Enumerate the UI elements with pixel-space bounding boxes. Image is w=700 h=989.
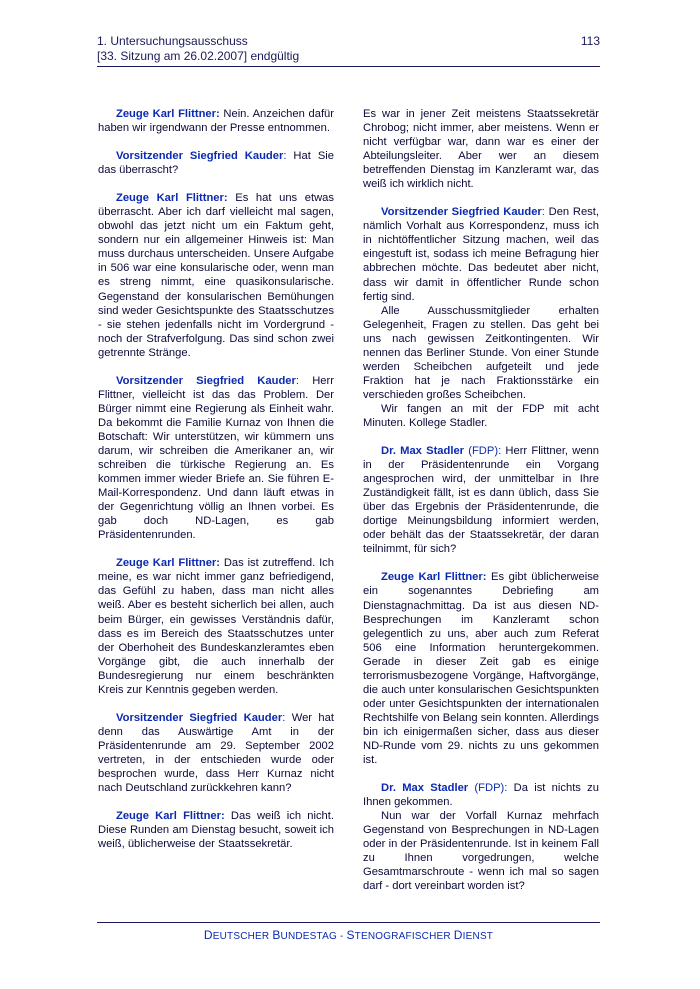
speaker-name: Zeuge Karl Flittner:	[116, 108, 220, 120]
paragraph	[363, 205, 599, 303]
paragraph	[363, 781, 599, 809]
speaker-name: Vorsitzender Siegfried Kauder	[116, 150, 284, 163]
header-divider	[97, 66, 600, 67]
speaker-suffix: :	[282, 711, 286, 724]
paragraph	[363, 402, 599, 430]
paragraph-text: Wir fangen an mit der FDP mit acht Minuten. Kollege Stadler.	[363, 402, 599, 429]
footer-initial: B	[272, 928, 281, 942]
paragraph	[363, 444, 599, 556]
speaker-name: Zeuge Karl Flittner:	[116, 810, 225, 823]
committee-title: 1. Untersuchungsausschuss	[97, 34, 248, 48]
speaker-name: Vorsitzender Siegfried Kauder	[381, 206, 542, 219]
paragraph-text: Alle Ausschussmitglieder erhalten Gelegenheit, Fragen zu stellen. Das geht bei uns nach gewissen Zeitkontingenten. Wir nennen das Berliner Stunde. Von einer Stunde werden Scheibchen aufgeteilt und jede Fraktion hat je nach Fraktionsstärke ein verschieden großes Scheibchen.	[363, 304, 599, 401]
speaker-name: Dr. Max Stadler	[381, 445, 465, 458]
speaker-name: Vorsitzender Siegfried Kauder	[116, 711, 283, 724]
page-number: 113	[580, 34, 600, 48]
speaker-suffix: :	[295, 374, 299, 387]
speaker-suffix: :	[541, 206, 545, 219]
footer-initial: S	[346, 928, 355, 942]
paragraph-text: Das weiß ich nicht. Diese Runden am Dienstag besucht, soweit ich weiß, üblicherweise der Staatssekretär.	[98, 810, 334, 851]
paragraph	[98, 809, 334, 851]
footer-divider	[97, 922, 600, 923]
speaker-name: Zeuge Karl Flittner:	[381, 571, 487, 584]
speaker-suffix: (FDP):	[468, 782, 508, 795]
page-header	[97, 34, 600, 64]
speaker-suffix: (FDP):	[464, 445, 502, 458]
paragraph-text: Es gibt üblicherweise ein sogenanntes Debriefing am Dienstagnachmittag. Da ist aus diesen ND-Besprechungen im Kanzleramt schon gelegentlich zu uns, aber auch zum Referat 506 eine Information heruntergekommen. Gerade in dieser Zeit gab es einige terrorismusbezogene Vorgänge, Haftvorgänge, die auch unter konsularischen Gesichtspunkten oder unter Gesichtspunkten der internationalen Rechtshilfe von Belang sein konnten. Allerdings bin ich einigermaßen sicher, dass aus dieser ND-Runde vom 29. nichts zu uns gekommen ist.	[363, 571, 600, 767]
right-column	[363, 107, 599, 893]
footer-word: TENOGRAFISCHER	[354, 931, 454, 942]
paragraph-text: Nun war der Vorfall Kurnaz mehrfach Gegenstand von Besprechungen in ND-Lagen oder in der Präsidentenrunde. Ist in keinem Fall zu Ihnen vorgedrungen, welche Gesamtmarschroute - wenn ich mal so sagen darf - dort vereinbart worden ist?	[363, 810, 599, 893]
paragraph	[98, 149, 334, 177]
paragraph-text: Es hat uns etwas überrascht. Aber ich darf vielleicht mal sagen, obwohl das jetzt nicht um ein Faktum geht, sondern nur ein allgemeiner Hinweis ist: Man muss durchaus unterscheiden. Unsere Aufgabe in 506 war eine konsularische oder, wenn man es streng nimmt, eine quasikonsularische. Gegenstand der konsularischen Bemühungen sind weder Gesichtspunkte des Staatsschutzes - sie stehen jedenfalls nicht im Vordergrund - noch der Strafverfolgung. Das sind schon zwei getrennte Stränge.	[98, 192, 334, 359]
paragraph	[98, 107, 334, 135]
paragraph	[363, 107, 599, 191]
paragraph	[98, 374, 334, 543]
left-column	[98, 107, 334, 851]
paragraph-text: Wer hat denn das Auswärtige Amt in der Präsidentenrunde am 29. September 2002 vertreten, in der entschieden wurde oder besprochen wurde, dass Herr Kurnaz nicht nach Deutschland zurückkehren kann?	[98, 711, 334, 795]
paragraph	[363, 809, 599, 893]
paragraph	[98, 191, 334, 360]
paragraph-text: Hat Sie das überrascht?	[98, 150, 334, 177]
footer-initial: D	[453, 928, 463, 942]
page-footer	[97, 928, 600, 942]
speaker-name: Vorsitzender Siegfried Kauder	[116, 374, 296, 387]
paragraph-text: Den Rest, nämlich Vorhalt aus Korrespondenz, muss ich in nichtöffentlicher Sitzung machen, weil das eingestuft ist, sodass ich meine Befragung hier abbrechen möchte. Das bedeutet aber nicht, dass wir damit in öffentlicher Runde schon fertig sind.	[363, 206, 599, 303]
footer-word: UNDESTAG -	[280, 931, 347, 942]
session-title: [33. Sitzung am 26.02.2007] endgültig	[97, 49, 300, 63]
paragraph-text: Das ist zutreffend. Ich meine, es war nicht immer ganz befriedigend, das Gefühl zu haben, dass man nicht alles weiß. Aber es besteht sicherlich bei allen, auch beim Bürger, ein gewisses Verständnis dafür, dass es im Bereich des Staatsschutzes unter der Oberhoheit des Bundeskanzleramtes eben Vorgänge gibt, die auch innerhalb der Bundesregierung nur einem beschränkten Kreis zur Kenntnis gegeben werden.	[98, 557, 335, 696]
speaker-name: Dr. Max Stadler	[381, 782, 469, 795]
paragraph-text: Herr Flittner, wenn in der Präsidentenrunde ein Vorgang angesprochen wird, der unmittelbar in Ihre Zuständigkeit fällt, ist es dann üblich, dass Sie über das Ergebnis der Präsidentenrunde, die dortige Meinungsbildung informiert werden, oder behält das der Staatssekretär, der daran teilnimmt, für sich?	[363, 445, 599, 556]
speaker-name: Zeuge Karl Flittner:	[116, 192, 228, 205]
footer-word: IENST	[462, 931, 494, 942]
paragraph-text: Da ist nichts zu Ihnen gekommen.	[363, 782, 599, 809]
paragraph	[98, 711, 334, 795]
paragraph	[363, 304, 599, 402]
speaker-name: Zeuge Karl Flittner:	[116, 557, 221, 570]
paragraph-text: Herr Flittner, vielleicht ist das das Problem. Der Bürger nimmt eine Regierung als Einheit wahr. Da bekommt die Familie Kurnaz von Ihnen die Botschaft: Wir unterstützen, wir kümmern uns darum, wir schreiben die Amerikaner an, wir schreiben die türkische Regierung an. Es kommen immer wieder Briefe an. Sie führen E-Mail-Korrespondenz. Und dann läuft etwas in der Gegenrichtung völlig an Ihnen vorbei. Es gab doch ND-Lagen, es gab Präsidentenrunden.	[98, 374, 334, 542]
footer-initial: D	[203, 928, 213, 942]
speaker-suffix: :	[283, 150, 287, 163]
paragraph-text: Nein. Anzeichen dafür haben wir irgendwann der Presse entnommen.	[98, 108, 335, 135]
footer-word: EUTSCHER	[212, 931, 273, 942]
paragraph	[363, 570, 599, 767]
paragraph-text: Es war in jener Zeit meistens Staatssekretär Chrobog; nicht immer, aber meistens. Wenn er nicht verfügbar war, dann war es einer der Abteilungsleiter. Aber wer an diesem betreffenden Dienstag im Kanzleramt war, das weiß ich wirklich nicht.	[363, 108, 599, 191]
paragraph	[98, 556, 334, 696]
